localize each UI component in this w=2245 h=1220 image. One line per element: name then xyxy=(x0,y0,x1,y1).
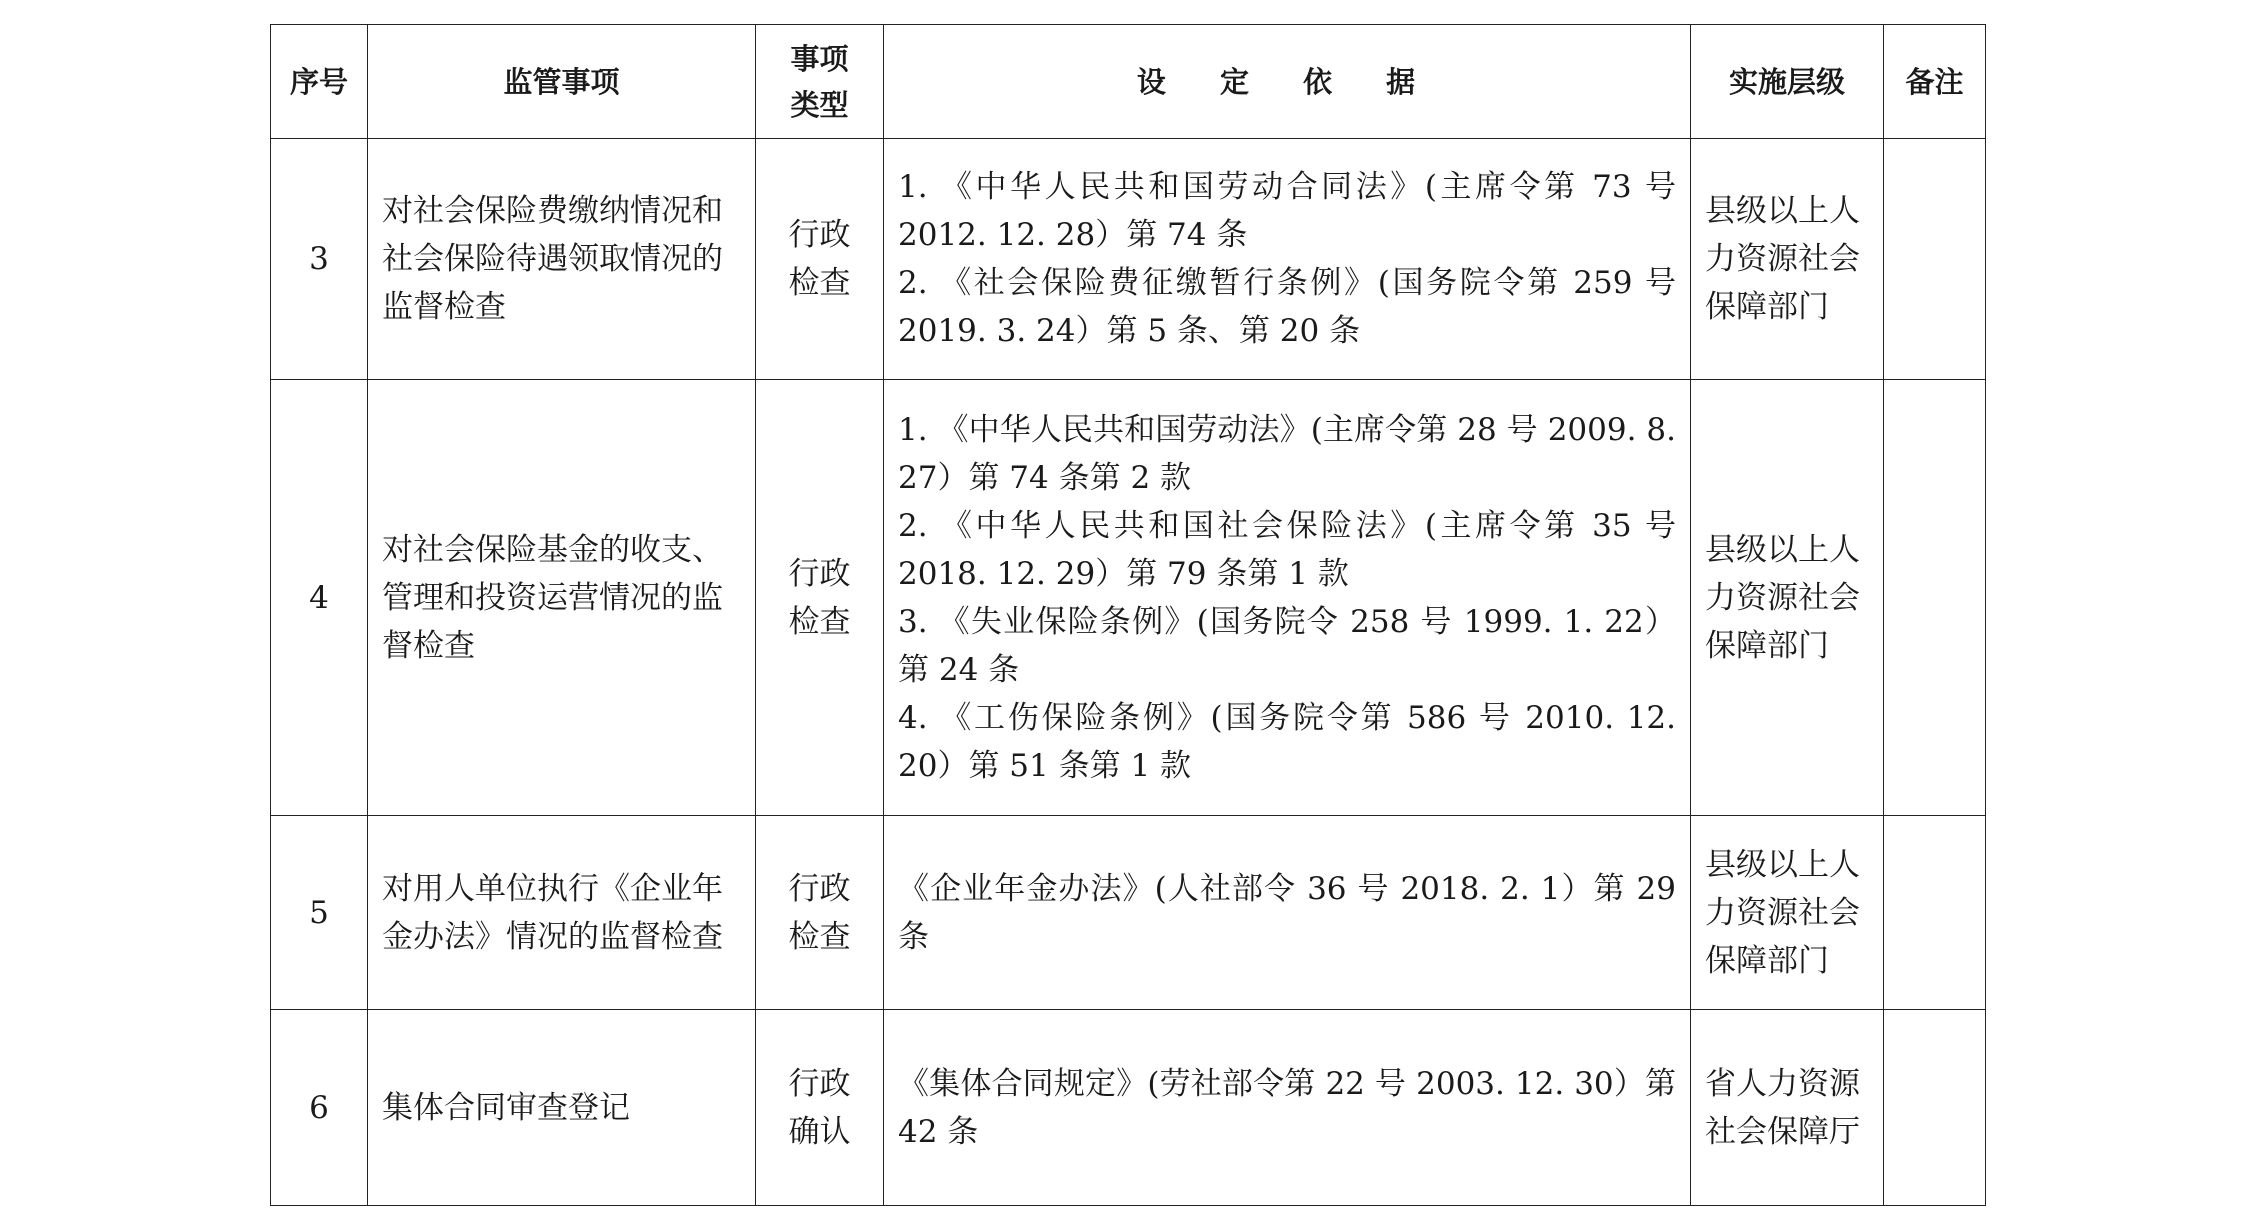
row-serial-number: 3 xyxy=(271,139,368,380)
row-legal-basis xyxy=(884,1010,1691,1206)
header-item-type xyxy=(756,25,884,139)
row-item-type-line2: 检查 xyxy=(788,603,851,640)
row-serial-number: 5 xyxy=(271,816,368,1010)
row-implementation-level: 县级以上人力资源社会保障部门 xyxy=(1691,380,1884,816)
legal-basis-entry: 1. 《中华人民共和国劳动合同法》(主席令第 73 号 2012. 12. 28）第 74 条 xyxy=(898,169,1676,253)
row-serial-number: 4 xyxy=(271,380,368,816)
header-serial-number: 序号 xyxy=(271,25,368,139)
row-legal-basis xyxy=(884,380,1691,816)
header-supervision-item: 监管事项 xyxy=(368,25,756,139)
regulation-table xyxy=(270,24,1986,1206)
header-item-type-line1: 事项 xyxy=(790,41,849,76)
legal-basis-entry: 1. 《中华人民共和国劳动法》(主席令第 28 号 2009. 8. 27）第 74 条第 2 款 xyxy=(898,411,1676,496)
legal-basis-entry: 2. 《中华人民共和国社会保险法》(主席令第 35 号 2018. 12. 29）第 79 条第 1 款 xyxy=(898,507,1676,592)
row-item-type-line1: 行政 xyxy=(788,870,851,907)
legal-basis-entry: 3. 《失业保险条例》(国务院令 258 号 1999. 1. 22）第 24 条 xyxy=(898,603,1676,688)
header-legal-basis: 设 定 依 据 xyxy=(884,25,1691,139)
header-remarks: 备注 xyxy=(1884,25,1986,139)
legal-basis-entry: 《企业年金办法》(人社部令 36 号 2018. 2. 1）第 29 条 xyxy=(898,870,1676,955)
header-item-type-line2: 类型 xyxy=(790,87,849,122)
row-remarks xyxy=(1884,139,1986,380)
legal-basis-entry: 2. 《社会保险费征缴暂行条例》(国务院令第 259 号 2019. 3. 24）第 5 条、第 20 条 xyxy=(898,265,1676,349)
header-implementation-level: 实施层级 xyxy=(1691,25,1884,139)
row-legal-basis xyxy=(884,816,1691,1010)
row-item-type xyxy=(756,380,884,816)
row-item-type-line1: 行政 xyxy=(788,555,851,592)
legal-basis-entry: 《集体合同规定》(劳社部令第 22 号 2003. 12. 30）第 42 条 xyxy=(898,1065,1676,1150)
table-row xyxy=(271,816,1986,1010)
table-row xyxy=(271,1010,1986,1206)
row-item-type xyxy=(756,1010,884,1206)
row-item-type-line2: 检查 xyxy=(788,265,851,301)
row-item-type-line1: 行政 xyxy=(788,217,851,253)
row-implementation-level: 省人力资源社会保障厅 xyxy=(1691,1010,1884,1206)
legal-basis-entry: 4. 《工伤保险条例》(国务院令第 586 号 2010. 12. 20）第 51 条第 1 款 xyxy=(898,699,1676,784)
table-row xyxy=(271,139,1986,380)
row-implementation-level: 县级以上人力资源社会保障部门 xyxy=(1691,816,1884,1010)
row-remarks xyxy=(1884,1010,1986,1206)
header-row xyxy=(271,25,1986,139)
table-body xyxy=(271,139,1986,1206)
row-remarks xyxy=(1884,816,1986,1010)
row-item-type xyxy=(756,139,884,380)
row-item-type xyxy=(756,816,884,1010)
row-remarks xyxy=(1884,380,1986,816)
row-supervision-item: 对社会保险费缴纳情况和社会保险待遇领取情况的监督检查 xyxy=(368,139,756,380)
row-implementation-level: 县级以上人力资源社会保障部门 xyxy=(1691,139,1884,380)
table-row xyxy=(271,380,1986,816)
row-supervision-item: 对用人单位执行《企业年金办法》情况的监督检查 xyxy=(368,816,756,1010)
row-supervision-item: 对社会保险基金的收支、管理和投资运营情况的监督检查 xyxy=(368,380,756,816)
row-supervision-item: 集体合同审查登记 xyxy=(368,1010,756,1206)
row-legal-basis xyxy=(884,139,1691,380)
row-item-type-line2: 检查 xyxy=(788,918,851,955)
row-serial-number: 6 xyxy=(271,1010,368,1206)
row-item-type-line2: 确认 xyxy=(788,1113,851,1150)
row-item-type-line1: 行政 xyxy=(788,1065,851,1102)
table-header xyxy=(271,25,1986,139)
